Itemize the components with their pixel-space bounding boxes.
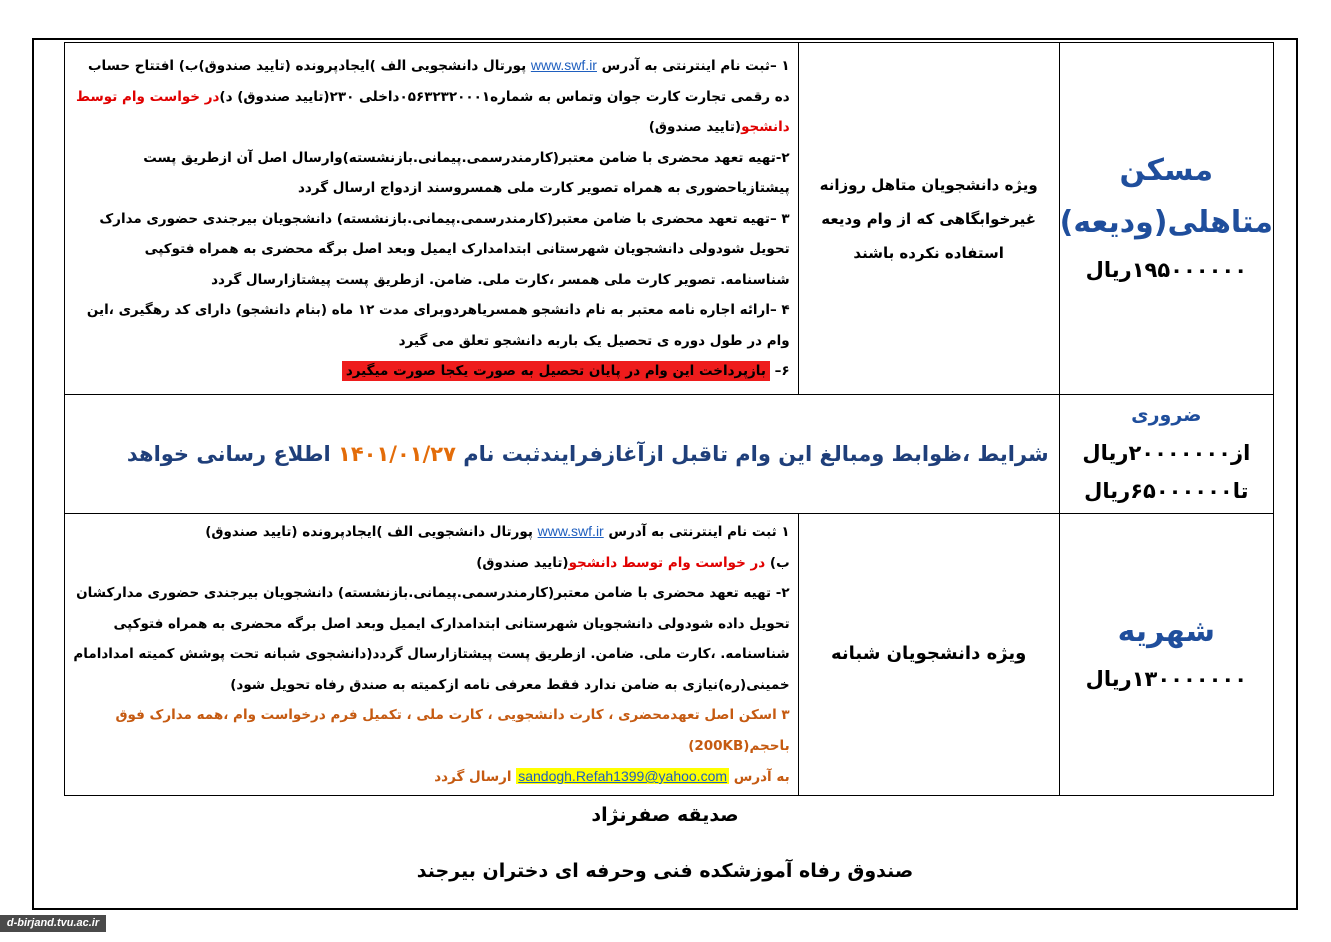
swf-link[interactable]: www.swf.ir xyxy=(530,57,597,74)
table-row-tuition xyxy=(65,514,1274,796)
housing-subtitle: متاهلی(ودیعه) xyxy=(1059,204,1273,240)
housing-step-1: ۱ –ثبت نام اینترنتی به آدرس www.swf.ir پورتال دانشجویی الف )ایجادپرونده (تایید صندوق)ب) افتتاح حساب ده رقمی تجارت کارت جوان وتماس به شماره۰۵۶۳۲۳۲۰۰۰۱داخلی ۲۳۰(تایید صندوق) د)در خواست وام توسط دانشجو(تایید صندوق) xyxy=(76,57,790,136)
swf-link-2[interactable]: www.swf.ir xyxy=(537,523,604,539)
tuition-condition: ویژه دانشجویان شبانه xyxy=(798,514,1059,796)
tuition-title-cell xyxy=(1059,514,1273,796)
housing-step-2: ۲-تهیه تعهد محضری با ضامن معتبر(کارمندرسمی.پیمانی.بازنشسته)وارسال اصل آن ازطریق پست پیشتازیاحضوری به همراه تصویر کارت ملی همسروسند ازدواج ارسال گردد xyxy=(143,149,790,197)
signature-org: صندوق رفاه آموزشکده فنی وحرفه ای دختران بیرجند xyxy=(416,860,914,882)
tuition-step-1: ۱ ثبت نام اینترنتی به آدرس www.swf.ir پورتال دانشجویی الف )ایجادپرونده (تایید صندوق) xyxy=(205,523,790,540)
housing-requirements xyxy=(65,43,799,395)
loan-request-text: در خواست وام توسط دانشجو xyxy=(76,88,790,136)
tuition-step-3-address: به آدرس sandogh.Refah1399@yahoo.com ارسال گردد xyxy=(434,768,790,785)
urgent-title: ضروری xyxy=(1131,404,1202,426)
table-row-urgent xyxy=(65,395,1274,514)
housing-title-cell xyxy=(1059,43,1273,395)
urgent-notice: شرایط ،ظوابط ومبالغ این وام تاقبل ازآغازفرایندثبت نام ۱۴۰۱/۰۱/۲۷ اطلاع رسانی خواهد xyxy=(65,395,1060,514)
website-badge[interactable]: d-birjand.tvu.ac.ir xyxy=(0,915,106,932)
signature-name: صدیقه صفرنژاد xyxy=(591,804,739,826)
tuition-requirements xyxy=(65,514,799,796)
tuition-step-3: ۳ اسکن اصل تعهدمحضری ، کارت دانشجویی ، کارت ملی ، تکمیل فرم درخواست وام ،همه مدارک فوق باحجم(200KB) xyxy=(115,707,790,754)
email-link[interactable]: sandogh.Refah1399@yahoo.com xyxy=(518,768,728,784)
table-row-housing xyxy=(65,43,1274,395)
tuition-step-1b: ب) در خواست وام توسط دانشجو(تایید صندوق) xyxy=(476,554,790,571)
urgent-amount-to: تا۶۵۰۰۰۰۰۰ریال xyxy=(1084,479,1249,503)
housing-amount: ۱۹۵۰۰۰۰۰۰ریال xyxy=(1085,257,1248,282)
tuition-amount: ۱۳۰۰۰۰۰۰۰ریال xyxy=(1085,667,1248,692)
housing-title: مسکن xyxy=(1119,152,1214,188)
housing-condition: ویژه دانشجویان متاهل روزانه غیرخوابگاهی که از وام ودیعه استفاده نکرده باشند xyxy=(798,43,1059,395)
notice-date: ۱۴۰۱/۰۱/۲۷ xyxy=(338,442,456,466)
tuition-title: شهریه xyxy=(1117,614,1216,650)
loan-table xyxy=(64,42,1274,796)
housing-step-3: ۳ –تهیه تعهد محضری با ضامن معتبر(کارمندرسمی.پیمانی.بازنشسته) دانشجویان بیرجندی حضوری مدارک تحویل شودولی دانشجویان شهرستانی ابتدامدارک ایمیل وبعد اصل برگه محضری به همراه فتوکپی شناسنامه. تصویر کارت ملی همسر ،کارت ملی. ضامن. ازطریق پست پیشتازارسال گردد xyxy=(99,210,790,288)
loan-request-text-2: در خواست وام توسط دانشجو xyxy=(568,554,766,571)
housing-step-6: ۶– بازپرداخت این وام در پایان تحصیل به صورت یکجا صورت میگیرد xyxy=(71,356,790,387)
tuition-step-2: ۲- تهیه تعهد محضری با ضامن معتبر(کارمندرسمی.پیمانی.بازنشسته) دانشجویان بیرجندی حضوری مدارکشان تحویل داده شودولی دانشجویان شهرستانی ابتدامدارک ایمیل وبعد اصل برگه محضری به همراه فتوکپی شناسنامه. ،کارت ملی. ضامن. ازطریق پست پیشتازارسال گردد(دانشجوی شبانه تحت پوشش کمیته امدادامام خمینی(ره)نیازی به ضامن ندارد فقط معرفی نامه ازکمیته به صندق رفاه تحویل شود) xyxy=(73,585,790,693)
repayment-highlight: بازپرداخت این وام در پایان تحصیل به صورت یکجا صورت میگیرد xyxy=(342,361,770,381)
housing-step-4: ۴ –ارائه اجاره نامه معتبر به نام دانشجو همسریاهردوبرای مدت ۱۲ ماه (بنام دانشجو) دارای کد رهگیری ،این وام در طول دوره ی تحصیل یک باربه دانشجو تعلق می گیرد xyxy=(86,302,790,349)
urgent-amount-from: از۲۰۰۰۰۰۰۰ریال xyxy=(1082,441,1251,465)
urgent-title-cell xyxy=(1059,395,1273,514)
